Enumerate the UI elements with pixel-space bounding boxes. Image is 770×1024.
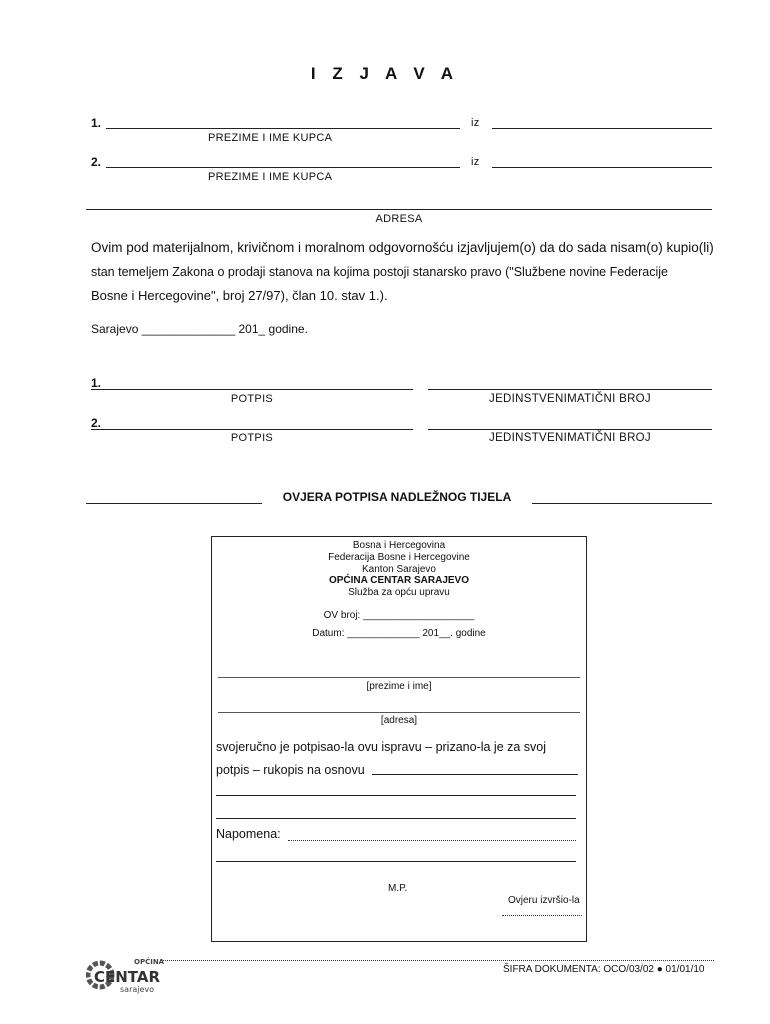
id-number-1-line[interactable] [428,389,712,390]
opcina-centar-logo [86,955,166,995]
buyer-2-place-line[interactable] [492,167,712,168]
logo-top-text: OPĆINA [134,958,165,966]
buyer-1-label: PREZIME I IME KUPCA [208,132,333,144]
place-date [91,322,308,336]
footer-rule [160,960,714,961]
document-code: ŠIFRA DOKUMENTA: OCO/03/02 ● 01/01/10 [503,964,705,975]
signature-1-line[interactable] [91,389,413,390]
signature-1-label: POTPIS [230,393,274,405]
logo-main-text: CENTAR [94,968,161,986]
logo-sub-text: sarajevo [120,985,155,994]
place-city: Sarajevo [91,322,139,336]
signature-2-number: 2. [91,416,102,430]
address-label: ADRESA [375,213,423,225]
address-line[interactable] [86,209,712,210]
signature-1-number: 1. [91,376,102,390]
buyer-1-place-line[interactable] [492,128,712,129]
certified-by-line[interactable] [502,915,582,916]
certification-title: OVJERA POTPISA NADLEŽNOG TIJELA [282,490,512,504]
office-line-1: Bosna i Hercegovina [352,540,446,551]
note-line-2[interactable] [216,861,576,862]
office-line-3: Kanton Sarajevo [362,564,436,575]
ov-number-field[interactable]: OV broj: ____________________ [323,610,475,621]
statement-line-2: potpis – rukopis na osnovu [216,763,365,777]
office-line-5: Služba za opću upravu [348,587,450,598]
declaration-line-3: Bosne i Hercegovine", broj 27/97), član 10. stav 1.). [91,288,388,303]
note-label: Napomena: [216,827,281,841]
certification-rule-left [86,503,262,504]
name-label: [prezime i ime] [366,681,432,692]
date-blank[interactable]: ______________ [141,322,236,336]
date-year: 201_ godine. [238,322,308,336]
buyer-1-name-line[interactable] [106,128,460,129]
datum-field[interactable]: Datum: _____________ 201__. godine [312,628,486,639]
declaration-line-2: stan temeljem Zakona o prodaji stanova na kojima postoji stanarsko pravo ("Službene novine Federacije [91,265,668,279]
extra-line-1[interactable] [216,795,576,796]
box-address-line[interactable] [218,712,580,713]
signature-2-line[interactable] [91,429,413,430]
buyer-2-number: 2. [91,155,102,169]
signature-2-label: POTPIS [230,432,274,444]
document-title: I Z J A V A [310,64,460,83]
buyer-1-number: 1. [91,116,102,130]
buyer-2-iz: iz [471,156,480,168]
id-number-1-label: JEDINSTVENIMATIČNI BROJ [489,393,651,405]
name-line[interactable] [218,677,580,678]
office-line-4: OPĆINA CENTAR SARAJEVO [328,575,469,586]
buyer-2-label: PREZIME I IME KUPCA [208,171,333,183]
extra-line-2[interactable] [216,818,576,819]
basis-line[interactable] [372,774,578,775]
declaration-line-1: Ovim pod materijalnom, krivičnom i moralnom odgovornošću izjavljujem(o) da do sada nisam(o) kupio(li) [91,240,714,255]
office-line-2: Federacija Bosne i Hercegovine [328,552,470,563]
seal-label: M.P. [388,883,408,894]
certified-by-label: Ovjeru izvršio-la [508,895,580,906]
statement-line-1: svojeručno je potpisao-la ovu ispravu – prizano-la je za svoj [216,740,547,754]
box-address-label: [adresa] [380,715,418,726]
buyer-1-iz: iz [471,117,480,129]
certification-rule-right [532,503,712,504]
buyer-2-name-line[interactable] [106,167,460,168]
note-line[interactable] [288,840,576,841]
id-number-2-line[interactable] [428,429,712,430]
id-number-2-label: JEDINSTVENIMATIČNI BROJ [489,432,651,444]
